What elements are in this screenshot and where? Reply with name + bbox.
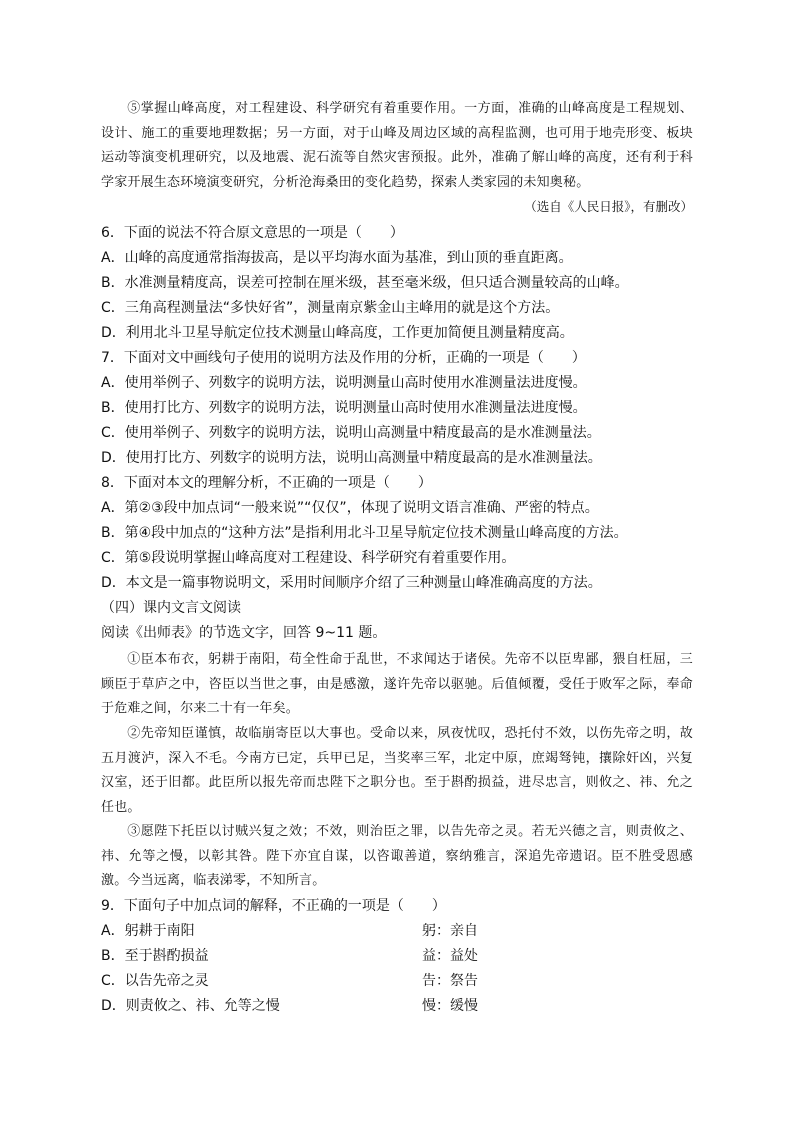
question-7-option-b: B．使用打比方、列数字的说明方法，说明测量山高时使用水准测量法进度慢。: [101, 400, 587, 416]
question-6-option-d: D．利用北斗卫星导航定位技术测量山峰高度，工作更加简便且测量精度高。: [101, 325, 574, 341]
question-9-option-c: C．以告先帝之灵 告：祭告: [101, 973, 478, 989]
question-9-option-d: D．则责攸之、祎、允等之慢 慢：缓慢: [101, 998, 478, 1014]
question-8-stem: 8．下面对本文的理解分析，不正确的一项是（ ）: [101, 475, 432, 491]
question-7-stem: 7．下面对文中画线句子使用的说明方法及作用的分析，正确的一项是（ ）: [101, 350, 586, 366]
question-9-stem: 9．下面句子中加点词的解释，不正确的一项是（ ）: [101, 898, 446, 914]
question-6-option-c: C．三角高程测量法“多快好省”，测量南京紫金山主峰用的就是这个方法。: [101, 300, 560, 316]
question-8-option-c: C．第⑤段说明掌握山峰高度对工程建设、科学研究有着重要作用。: [101, 550, 516, 566]
question-8-option-b: B．第④段中加点的“这种方法”是指利用北斗卫星导航定位技术测量山峰高度的方法。: [101, 525, 628, 541]
question-6-stem: 6．下面的说法不符合原文意思的一项是（ ）: [101, 225, 404, 241]
question-7-option-d: D．使用打比方、列数字的说明方法，说明山高测量中精度最高的是水准测量法。: [101, 450, 602, 466]
classical-paragraph-2: ②先帝知臣谨慎，故临崩寄臣以大事也。受命以来，夙夜忧叹，恐托付不效，以伤先帝之明，故五月渡泸，深入不毛。今南方已定，兵甲已足，当奖率三军，北定中原，庶竭驽钝，攘除奸凶，兴复汉室，还于旧都。此臣所以报先帝而忠陛下之职分也。至于斟酌损益，进尽忠言，则攸之、祎、允之任也。: [101, 726, 693, 815]
passage-source: （选自《人民日报》，有删改）: [524, 199, 693, 214]
question-7-option-c: C．使用举例子、列数字的说明方法，说明山高测量中精度最高的是水准测量法。: [101, 425, 601, 441]
classical-paragraph-3: ③愿陛下托臣以讨贼兴复之效；不效，则治臣之罪，以告先帝之灵。若无兴德之言，则责攸之、祎、允等之慢，以彰其咎。陛下亦宜自谋，以咨诹善道，察纳雅言，深追先帝遗诏。臣不胜受恩感激。今当远离，临表涕零，不知所言。: [101, 824, 693, 888]
question-6-option-b: B．水准测量精度高，误差可控制在厘米级，甚至毫米级，但只适合测量较高的山峰。: [101, 275, 629, 291]
passage-paragraph-5: ⑤掌握山峰高度，对工程建设、科学研究有着重要作用。一方面，准确的山峰高度是工程规划、设计、施工的重要地理数据；另一方面，对于山峰及周边区域的高程监测，也可用于地壳形变、板块运动等演变机理研究，以及地震、泥石流等自然灾害预报。此外，准确了解山峰的高度，还有利于科学家开展生态环境演变研究，分析沧海桑田的变化趋势，探索人类家园的未知奥秘。: [101, 101, 693, 190]
reading-instruction: 阅读《出师表》的节选文字，回答 9~11 题。: [101, 625, 387, 641]
question-9-option-b: B．至于斟酌损益 益：益处: [101, 948, 478, 964]
question-6-option-a: A．山峰的高度通常指海拔高，是以平均海水面为基准，到山顶的垂直距离。: [101, 250, 573, 266]
section-heading: （四）课内文言文阅读: [101, 600, 241, 616]
question-8-option-a: A．第②③段中加点词“一般来说”“仅仅”，体现了说明文语言准确、严密的特点。: [101, 500, 599, 516]
question-9-option-a: A．躬耕于南阳 躬：亲自: [101, 923, 478, 939]
classical-paragraph-1: ①臣本布衣，躬耕于南阳，苟全性命于乱世，不求闻达于诸侯。先帝不以臣卑鄙，猥自枉屈，三顾臣于草庐之中，咨臣以当世之事，由是感激，遂许先帝以驱驰。后值倾覆，受任于败军之际，奉命于危难之间，尔来二十有一年矣。: [101, 652, 693, 716]
question-8-option-d: D．本文是一篇事物说明文，采用时间顺序介绍了三种测量山峰准确高度的方法。: [101, 575, 602, 591]
question-7-option-a: A．使用举例子、列数字的说明方法，说明测量山高时使用水准测量法进度慢。: [101, 375, 587, 391]
